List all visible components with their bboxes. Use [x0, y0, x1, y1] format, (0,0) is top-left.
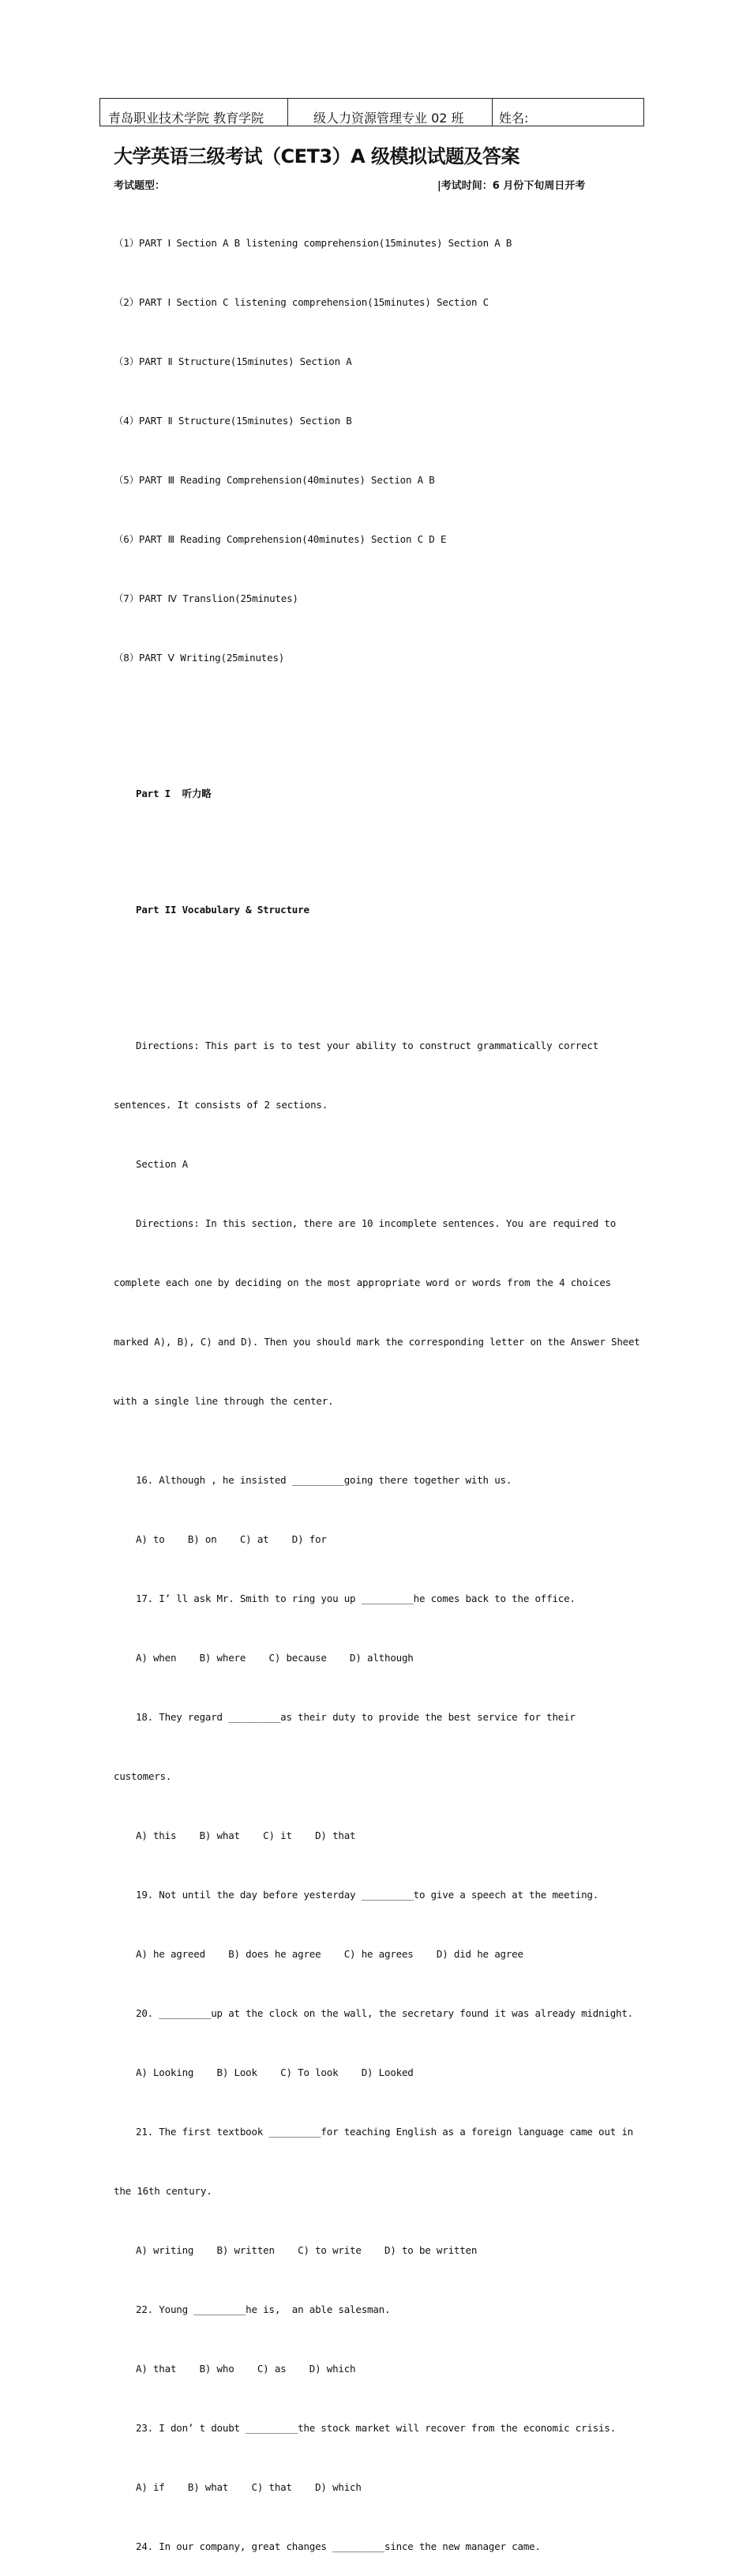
outline-item: （8）PART Ⅴ Writing(25minutes)	[114, 652, 285, 664]
choices-17: A) when B) where C) because D) although	[136, 1652, 414, 1664]
question-20: 20. _________up at the clock on the wall, the secretary found it was already midnight.	[136, 2007, 634, 2019]
choices-23: A) if B) what C) that D) which	[136, 2481, 362, 2493]
question-18: 18. They regard _________as their duty to provide the best service for their	[136, 1711, 576, 1723]
choices-20: A) Looking B) Look C) To look D) Looked	[136, 2066, 414, 2078]
document-body	[114, 194, 639, 2576]
name-cell: 姓名:	[499, 111, 529, 126]
question-23: 23. I don’ t doubt _________the stock market will recover from the economic crisis.	[136, 2422, 617, 2434]
directions-text: complete each one by deciding on the most appropriate word or words from the 4 choices	[114, 1277, 612, 1288]
outline-item: （5）PART Ⅲ Reading Comprehension(40minutes) Section A B	[114, 474, 435, 486]
exam-types-label: 考试题型：	[114, 180, 166, 192]
page-title: 大学英语三级考试（CET3）A 级模拟试题及答案	[114, 145, 520, 167]
question-24: 24. In our company, great changes _________since the new manager came.	[136, 2540, 541, 2552]
question-18-cont: customers.	[114, 1770, 172, 1782]
question-19: 19. Not until the day before yesterday _________to give a speech at the meeting.	[136, 1889, 599, 1901]
section-a-heading: Section A	[136, 1158, 188, 1170]
question-21: 21. The first textbook _________for teaching English as a foreign language came out in	[136, 2126, 634, 2138]
directions-text: with a single line through the center.	[114, 1395, 334, 1407]
choices-21: A) writing B) written C) to write D) to be written	[136, 2244, 478, 2256]
question-17: 17. I’ ll ask Mr. Smith to ring you up _________he comes back to the office.	[136, 1593, 576, 1604]
exam-time-label: |考试时间：6 月份下旬周日开考	[437, 180, 586, 192]
school-cell: 青岛职业技术学院 教育学院	[100, 99, 288, 126]
question-22: 22. Young _________he is, an able salesman.	[136, 2303, 391, 2315]
choices-16: A) to B) on C) at D) for	[136, 1533, 327, 1545]
part2-heading: Part II Vocabulary & Structure	[136, 904, 309, 916]
choices-22: A) that B) who C) as D) which	[136, 2363, 356, 2375]
question-21-cont: the 16th century.	[114, 2185, 212, 2197]
directions-text: marked A), B), C) and D). Then you should mark the corresponding letter on the Answer Sheet	[114, 1336, 640, 1348]
directions-text: Directions: This part is to test your ability to construct grammatically correct	[136, 1040, 599, 1051]
choices-18: A) this B) what C) it D) that	[136, 1830, 356, 1841]
outline-item: （3）PART Ⅱ Structure(15minutes) Section A	[114, 355, 352, 367]
directions-text: Directions: In this section, there are 10 incomplete sentences. You are required to	[136, 1217, 617, 1229]
outline-item: （4）PART Ⅱ Structure(15minutes) Section B	[114, 415, 352, 427]
header-table	[99, 98, 644, 126]
outline-item: （7）PART Ⅳ Translion(25minutes)	[114, 592, 298, 604]
outline-item: （1）PART Ⅰ Section A B listening comprehension(15minutes) Section A B	[114, 237, 512, 249]
question-16: 16. Although , he insisted _________going there together with us.	[136, 1474, 512, 1486]
class-cell: 级人力资源管理专业 02 班	[288, 99, 493, 126]
directions-text: sentences. It consists of 2 sections.	[114, 1099, 328, 1111]
part1-heading: Part I 听力略	[136, 788, 212, 799]
outline-item: （6）PART Ⅲ Reading Comprehension(40minutes) Section C D E	[114, 533, 447, 545]
outline-item: （2）PART Ⅰ Section C listening comprehension(15minutes) Section C	[114, 296, 489, 308]
choices-19: A) he agreed B) does he agree C) he agrees D) did he agree	[136, 1948, 523, 1960]
